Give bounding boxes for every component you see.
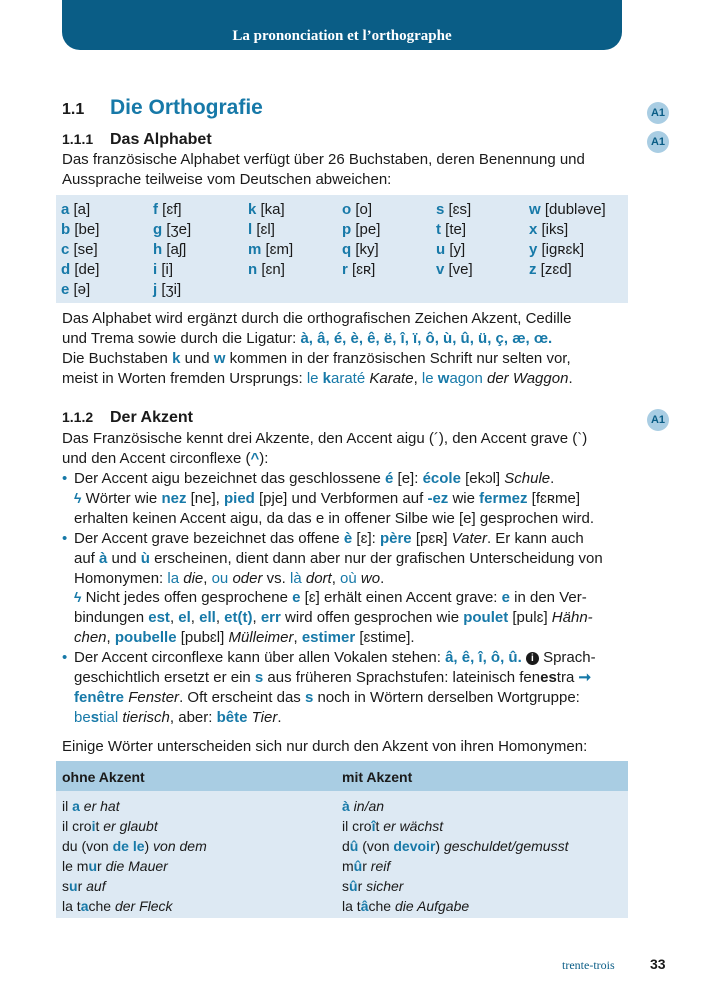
pronunciation: [ɛʀ]	[352, 261, 376, 278]
letter: h	[153, 241, 163, 258]
letter: v	[436, 261, 445, 278]
subsection-heading	[62, 131, 212, 149]
text-line: Das Französische kennt drei Akzente, den Accent aigu (´), den Accent grave (`)	[62, 430, 588, 447]
alphabet-entry	[61, 220, 99, 240]
alphabet-entry	[61, 200, 99, 220]
homonyms-intro: Einige Wörter unterscheiden sich nur durch den Akzent von ihren Homonymen:	[62, 738, 588, 755]
alphabet-column	[342, 200, 380, 280]
pronunciation: [se]	[73, 241, 98, 258]
pronunciation: [be]	[74, 221, 100, 238]
accent-intro	[62, 429, 622, 469]
chapter-title: La prononciation et l’orthographe	[232, 28, 452, 44]
ligature-letters: à, â, é, è, ê, ë, î, ï, ô, ù, û, ü, ç, æ, œ.	[300, 330, 553, 347]
table-row: le mur die Mauer	[62, 858, 168, 874]
lightning-icon: ϟ	[74, 489, 82, 506]
letter: k	[248, 201, 257, 218]
alphabet-notes	[62, 309, 622, 389]
letter: l	[248, 221, 253, 238]
level-badge: A1	[647, 131, 669, 153]
pronunciation: [dubləve]	[544, 201, 606, 218]
letter: e	[61, 281, 70, 298]
text-line: Das Alphabet wird ergänzt durch die orthografischen Zeichen Akzent, Cedille	[62, 310, 572, 327]
pronunciation: [y]	[449, 241, 466, 258]
pronunciation: [igʀɛk]	[541, 241, 585, 258]
letter: z	[529, 261, 537, 278]
pronunciation: [ʒi]	[161, 281, 182, 298]
letter: i	[153, 261, 158, 278]
info-icon: i	[526, 652, 539, 665]
text-line: und den Accent circonflexe (^):	[62, 450, 269, 467]
letter: g	[153, 221, 163, 238]
alphabet-entry	[153, 200, 191, 220]
letter: c	[61, 241, 70, 258]
lightning-icon: ϟ	[74, 589, 82, 606]
table-row: mûr reif	[342, 858, 391, 874]
table-row: il croît er wächst	[342, 818, 444, 834]
letter: j	[153, 281, 158, 298]
alphabet-entry	[436, 240, 473, 260]
pronunciation: [aʃ]	[166, 241, 187, 258]
text-line: meist in Worten fremden Ursprungs: le karaté Karate, le wagon der Waggon.	[62, 370, 573, 387]
letter: p	[342, 221, 352, 238]
alphabet-entry	[342, 200, 380, 220]
alphabet-column	[529, 200, 606, 280]
list-item-accent-aigu: • Der Accent aigu bezeichnet das geschlossene é [e]: école [ekɔl] Schule. ϟ Wörter wie nez [ne], pied [pje] und Verbformen auf -ez wie fermez [fɛʀme] erhalten keinen Accent aigu, da das e in offener Silbe wie [e] gesprochen wird.	[62, 469, 624, 529]
table-row: sûr sicher	[342, 878, 404, 894]
table-row: sur auf	[62, 878, 106, 894]
chapter-header	[62, 0, 622, 50]
alphabet-entry	[61, 240, 99, 260]
subsection-number: 1.1.2	[62, 409, 94, 425]
table-row: à in/an	[342, 798, 385, 814]
section-heading	[62, 96, 263, 120]
alphabet-entry	[153, 260, 191, 280]
text-line: Die Buchstaben k und w kommen in der französischen Schrift nur selten vor,	[62, 350, 571, 367]
alphabet-entry	[342, 260, 380, 280]
letter: q	[342, 241, 352, 258]
alphabet-entry	[153, 240, 191, 260]
letter: d	[61, 261, 71, 278]
homonym-table	[56, 761, 628, 918]
table-row: la tâche die Aufgabe	[342, 898, 470, 914]
alphabet-entry	[436, 220, 473, 240]
pronunciation: [a]	[73, 201, 91, 218]
level-badge: A1	[647, 409, 669, 431]
list-item-accent-circonflexe: • Der Accent circonflexe kann über allen Vokalen stehen: â, ê, î, ô, û. i Sprach- geschichtlich ersetzt er ein s aus früheren Sprachstufen: lateinisch fenestra ➞ fenêtre Fenster. Oft erscheint das s noch in Wörtern derselben Wortgruppe: bestial tierisch, aber: bête Tier.	[62, 648, 624, 728]
table-row: du (von de le) von dem	[62, 838, 207, 854]
arrow-icon: ➞	[574, 669, 592, 687]
alphabet-column	[153, 200, 191, 300]
letter: x	[529, 221, 538, 238]
pronunciation: [iks]	[541, 221, 569, 238]
pronunciation: [te]	[445, 221, 467, 238]
letter: u	[436, 241, 446, 258]
subsection-title: Das Alphabet	[110, 131, 212, 148]
pronunciation: [ʒe]	[166, 221, 192, 238]
table-row: il croit er glaubt	[62, 818, 158, 834]
pronunciation: [de]	[74, 261, 100, 278]
letter: s	[436, 201, 445, 218]
pronunciation: [zɛd]	[540, 261, 572, 278]
alphabet-box	[56, 195, 628, 303]
text-line: Aussprache teilweise vom Deutschen abweichen:	[62, 171, 392, 188]
alphabet-entry	[436, 200, 473, 220]
accent-list	[62, 469, 624, 728]
pronunciation: [ɛl]	[256, 221, 275, 238]
letter: m	[248, 241, 262, 258]
table-row: dû (von devoir) geschuldet/gemusst	[342, 838, 569, 854]
pronunciation: [ɛs]	[448, 201, 472, 218]
pronunciation: [ɛm]	[265, 241, 294, 258]
table-row: il a er hat	[62, 798, 120, 814]
letter: b	[61, 221, 71, 238]
subsection-number: 1.1.1	[62, 131, 94, 147]
column-mit-akzent	[342, 796, 568, 916]
letter: f	[153, 201, 158, 218]
alphabet-entry	[248, 240, 293, 260]
table-header	[56, 761, 628, 791]
pronunciation: [ɛf]	[162, 201, 182, 218]
letter: n	[248, 261, 258, 278]
subsection-heading	[62, 409, 193, 427]
pronunciation: [o]	[355, 201, 373, 218]
alphabet-entry	[248, 200, 293, 220]
letter: a	[61, 201, 70, 218]
column-ohne-akzent	[62, 796, 207, 916]
alphabet-entry	[342, 220, 380, 240]
text-line: und Trema sowie durch die Ligatur: à, â, é, è, ê, ë, î, ï, ô, ù, û, ü, ç, æ, œ.	[62, 330, 553, 347]
section-number: 1.1	[62, 101, 85, 118]
alphabet-entry	[529, 200, 606, 220]
pronunciation: [ɛn]	[261, 261, 285, 278]
letter: o	[342, 201, 352, 218]
alphabet-entry	[61, 280, 99, 300]
alphabet-entry	[61, 260, 99, 280]
alphabet-column	[61, 200, 99, 300]
pronunciation: [i]	[161, 261, 174, 278]
pronunciation: [ve]	[448, 261, 473, 278]
alphabet-entry	[248, 260, 293, 280]
text-line: Das französische Alphabet verfügt über 26 Buchstaben, deren Benennung und	[62, 151, 585, 168]
alphabet-column	[248, 200, 293, 280]
alphabet-entry	[529, 220, 606, 240]
pronunciation: [ky]	[355, 241, 379, 258]
pronunciation: [ə]	[73, 281, 91, 298]
alphabet-entry	[248, 220, 293, 240]
page-number-words: trente-trois	[562, 958, 615, 972]
letter: y	[529, 241, 538, 258]
table-row: la tache der Fleck	[62, 898, 173, 914]
pronunciation: [ka]	[260, 201, 285, 218]
section-title: Die Orthografie	[110, 96, 263, 119]
alphabet-entry	[342, 240, 380, 260]
alphabet-intro	[62, 150, 622, 190]
pronunciation: [pe]	[355, 221, 381, 238]
column-header: mit Akzent	[342, 769, 413, 785]
letter: t	[436, 221, 441, 238]
list-item-accent-grave: • Der Accent grave bezeichnet das offene è [ɛ]: père [pɛʀ] Vater. Er kann auch auf à und ù erscheinen, dient dann aber nur der grafischen Unterscheidung von Homonymen: la die, ou oder vs. là dort, où wo. ϟ Nicht jedes offen gesprochene e [ɛ] erhält einen Accent grave: e in den Ver- bindungen est, el, ell, et(t), err wird offen gesprochen wie poulet [pulɛ] Hähn- chen, poubelle [pubɛl] Mülleimer, estimer [ɛstime].	[62, 529, 624, 648]
letter: w	[529, 201, 541, 218]
alphabet-entry	[153, 280, 191, 300]
column-header: ohne Akzent	[62, 769, 145, 785]
letter: r	[342, 261, 348, 278]
alphabet-column	[436, 200, 473, 280]
level-badge: A1	[647, 102, 669, 124]
alphabet-entry	[529, 240, 606, 260]
subsection-title: Der Akzent	[110, 409, 193, 426]
alphabet-entry	[529, 260, 606, 280]
alphabet-entry	[153, 220, 191, 240]
alphabet-entry	[436, 260, 473, 280]
page-number: 33	[650, 956, 666, 972]
